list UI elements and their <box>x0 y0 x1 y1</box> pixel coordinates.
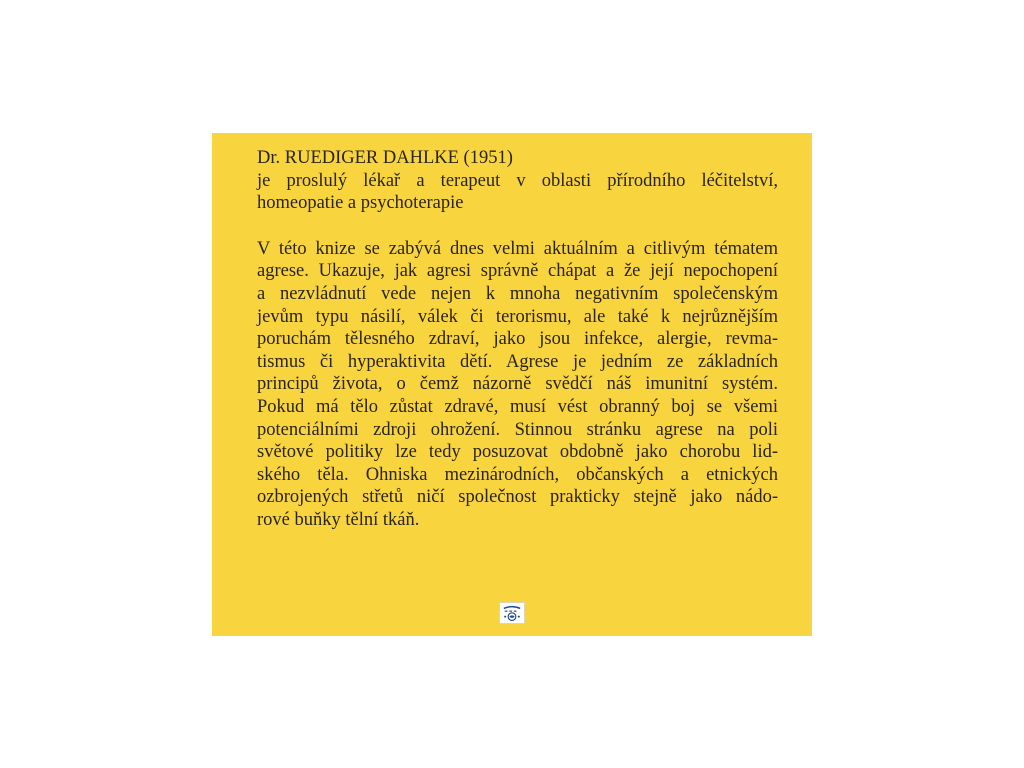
bio-line: homeopatie a psychoterapie <box>257 193 464 214</box>
description-line: principů života, o čemž názorně svědčí náš imunitní systém. <box>257 374 778 395</box>
description-line: a nezvládnutí vede nejen k mnoha negativním společenským <box>257 283 778 304</box>
paragraph-gap <box>257 215 778 238</box>
description-line: poruchám tělesného zdraví, jako jsou infekce, alergie, revma- <box>257 329 778 350</box>
description-line: potenciálními zdroji ohrožení. Stinnou stránku agrese na poli <box>257 419 778 440</box>
description-line: rové buňky tělní tkáň. <box>257 509 420 530</box>
bio-line: je proslulý lékař a terapeut v oblasti přírodního léčitelství, <box>257 170 778 191</box>
description-line: Pokud má tělo zůstat zdravé, musí vést obranný boj se všemi <box>257 396 778 417</box>
description-line: V této knize se zabývá dnes velmi aktuálním a citlivým tématem <box>257 238 778 259</box>
description-line: agrese. Ukazuje, jak agresi správně chápat a že její nepochopení <box>257 261 778 282</box>
book-back-cover <box>212 133 812 636</box>
description-line: ského těla. Ohniska mezinárodních, občanských a etnických <box>257 464 778 485</box>
description-line: ozbrojených střetů ničí společnost prakticky stejně jako nádo- <box>257 487 778 508</box>
description-line: jevům typu násilí, válek či terorismu, ale také k nejrůznějším <box>257 306 778 327</box>
description-line: světové politiky lze tedy posuzovat obdobně jako chorobu lid- <box>257 442 778 463</box>
author-heading: Dr. RUEDIGER DAHLKE (1951) <box>257 148 513 168</box>
publisher-logo-icon <box>499 602 525 624</box>
description-line: tismus či hyperaktivita dětí. Agrese je jedním ze základních <box>257 351 778 372</box>
cover-text <box>257 147 778 532</box>
